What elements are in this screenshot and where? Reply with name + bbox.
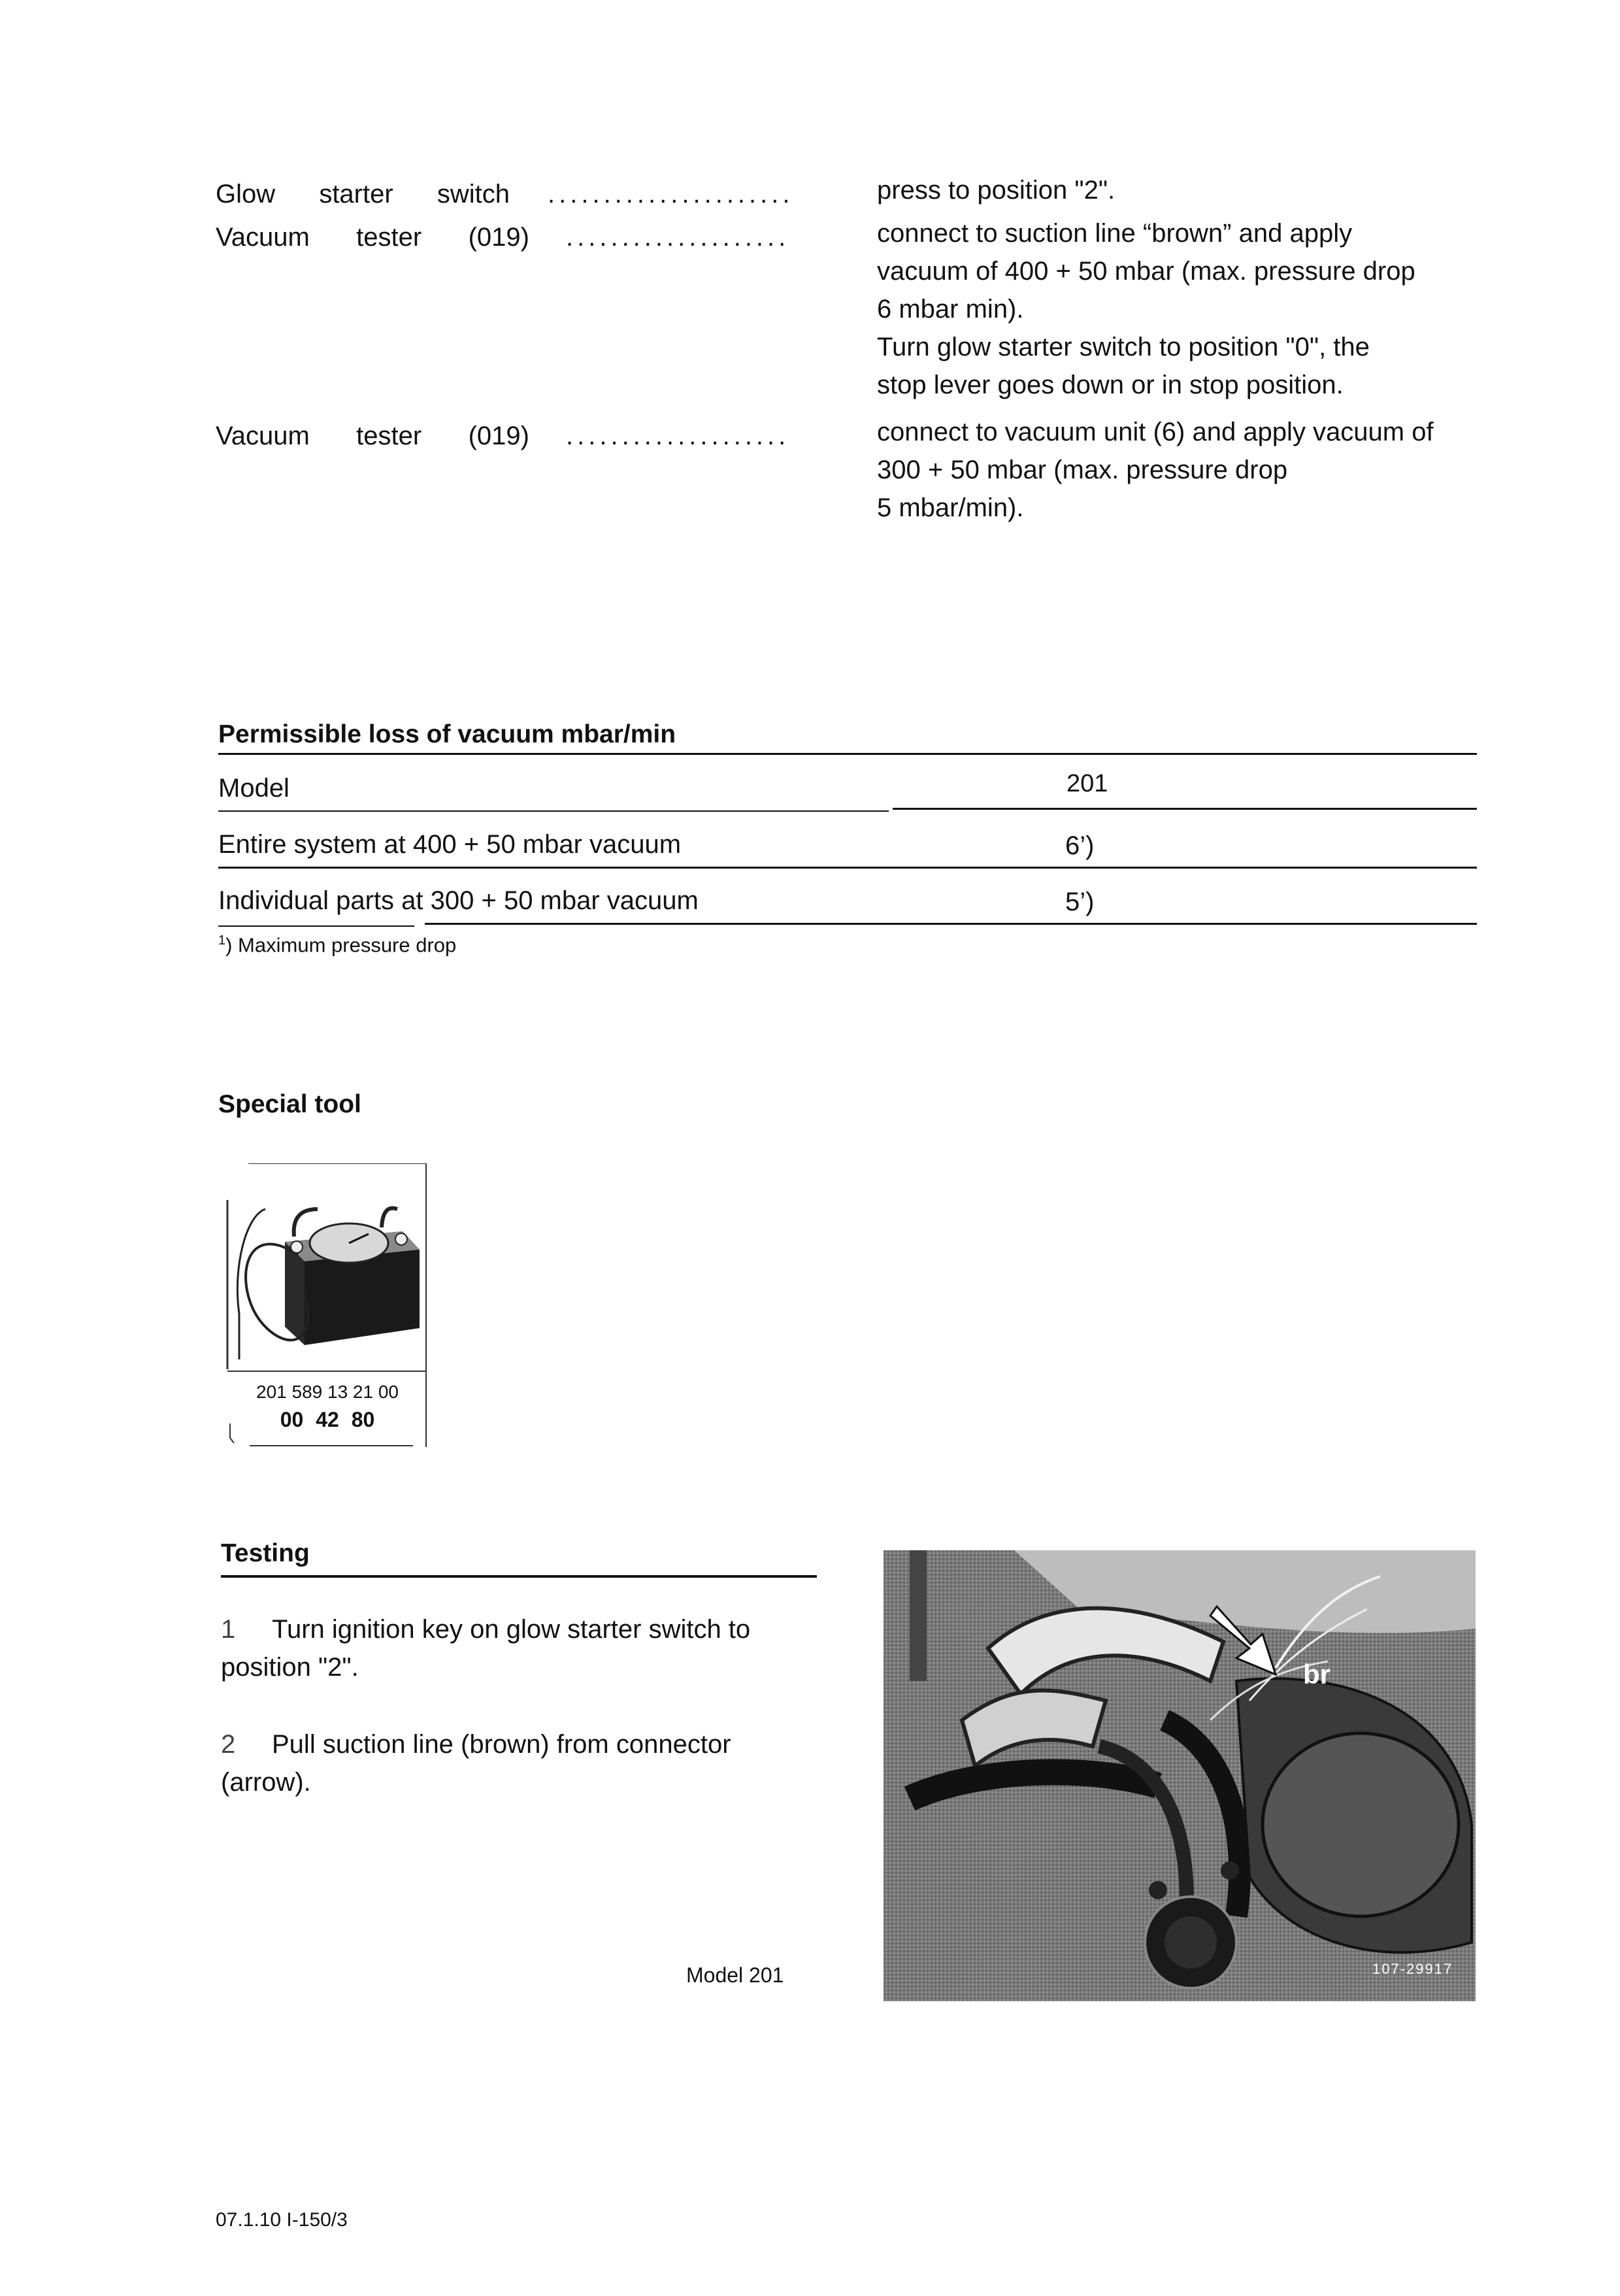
special-tool-heading: Special tool [218, 1090, 361, 1118]
footnote-text: ) Maximum pressure drop [225, 933, 457, 957]
table-row-value: 5’) [1065, 888, 1095, 916]
procedure-instruction [877, 214, 1478, 404]
table-row-label: Individual parts at 300 + 50 mbar vacuum [218, 886, 699, 915]
step-number: 1 [221, 1615, 236, 1644]
label-word: Glow [216, 180, 276, 208]
leader-dots: .................... [566, 422, 790, 450]
label-word: (019) [468, 422, 529, 450]
instruction-line: Turn glow starter switch to position "0", the [877, 333, 1370, 361]
testing-step [221, 1610, 809, 1686]
label-word: (019) [468, 223, 529, 252]
step-number: 2 [221, 1730, 236, 1759]
special-tool-card [226, 1163, 429, 1447]
engine-photo [884, 1550, 1476, 2001]
instruction-line: connect to vacuum unit (6) and apply vacuum of [877, 418, 1434, 446]
instruction-line: vacuum of 400 + 50 mbar (max. pressure drop [877, 257, 1415, 286]
table-header-rule-left [218, 810, 889, 812]
vacuum-tester-illustration [226, 1163, 429, 1447]
instruction-line: stop lever goes down or in stop position. [877, 371, 1344, 399]
table-row-label: Entire system at 400 + 50 mbar vacuum [218, 830, 682, 859]
procedure-label [216, 417, 529, 455]
photo-reference-number: 107-29917 [1372, 1961, 1453, 1977]
step-line: Turn ignition key on glow starter switch to [272, 1615, 751, 1644]
testing-step [221, 1725, 809, 1801]
label-word: tester [356, 422, 422, 450]
instruction-line: 5 mbar/min). [877, 493, 1024, 522]
testing-heading: Testing [221, 1539, 310, 1567]
instruction-line: 6 mbar min). [877, 295, 1024, 324]
label-word: Vacuum [216, 223, 310, 252]
instruction-line: press to position "2". [877, 176, 1116, 205]
instruction-line: connect to suction line “brown” and apply [877, 219, 1353, 248]
tool-code: 00 42 80 [280, 1408, 375, 1431]
procedure-instruction [877, 171, 1478, 209]
table-row-rule [218, 867, 1477, 869]
procedure-instruction [877, 413, 1478, 527]
table-header-label: Model [218, 774, 289, 803]
table-bottom-rule [425, 923, 1477, 925]
label-word: Vacuum [216, 422, 310, 450]
procedure-label [216, 175, 510, 213]
page-footer: 07.1.10 I-150/3 [216, 2209, 348, 2231]
table-title: Permissible loss of vacuum mbar/min [218, 720, 676, 748]
step-line: Pull suction line (brown) from connector [272, 1730, 731, 1759]
label-word: switch [437, 180, 510, 208]
label-word: tester [356, 223, 422, 252]
table-footnote [218, 933, 456, 957]
leader-dots: ...................... [548, 180, 794, 208]
table-header-rule-right [893, 808, 1477, 810]
table-header-value: 201 [1066, 770, 1108, 797]
procedure-label [216, 218, 529, 256]
engine-photo-graphic [884, 1550, 1476, 2001]
table-row-value: 6’) [1065, 831, 1095, 860]
step-line: (arrow). [221, 1768, 311, 1797]
label-word: starter [319, 180, 393, 208]
leader-dots: .................... [566, 223, 790, 252]
testing-caption: Model 201 [686, 1963, 784, 1987]
testing-heading-rule [221, 1575, 817, 1578]
photo-label-brown: br [1303, 1659, 1331, 1689]
table-top-rule [218, 753, 1477, 755]
tool-part-number: 201 589 13 21 00 [256, 1382, 399, 1402]
instruction-line: 300 + 50 mbar (max. pressure drop [877, 456, 1288, 484]
table-bottom-rule-left [218, 925, 414, 927]
footnote-mark: 1 [218, 933, 226, 948]
step-line: position "2". [221, 1653, 359, 1682]
